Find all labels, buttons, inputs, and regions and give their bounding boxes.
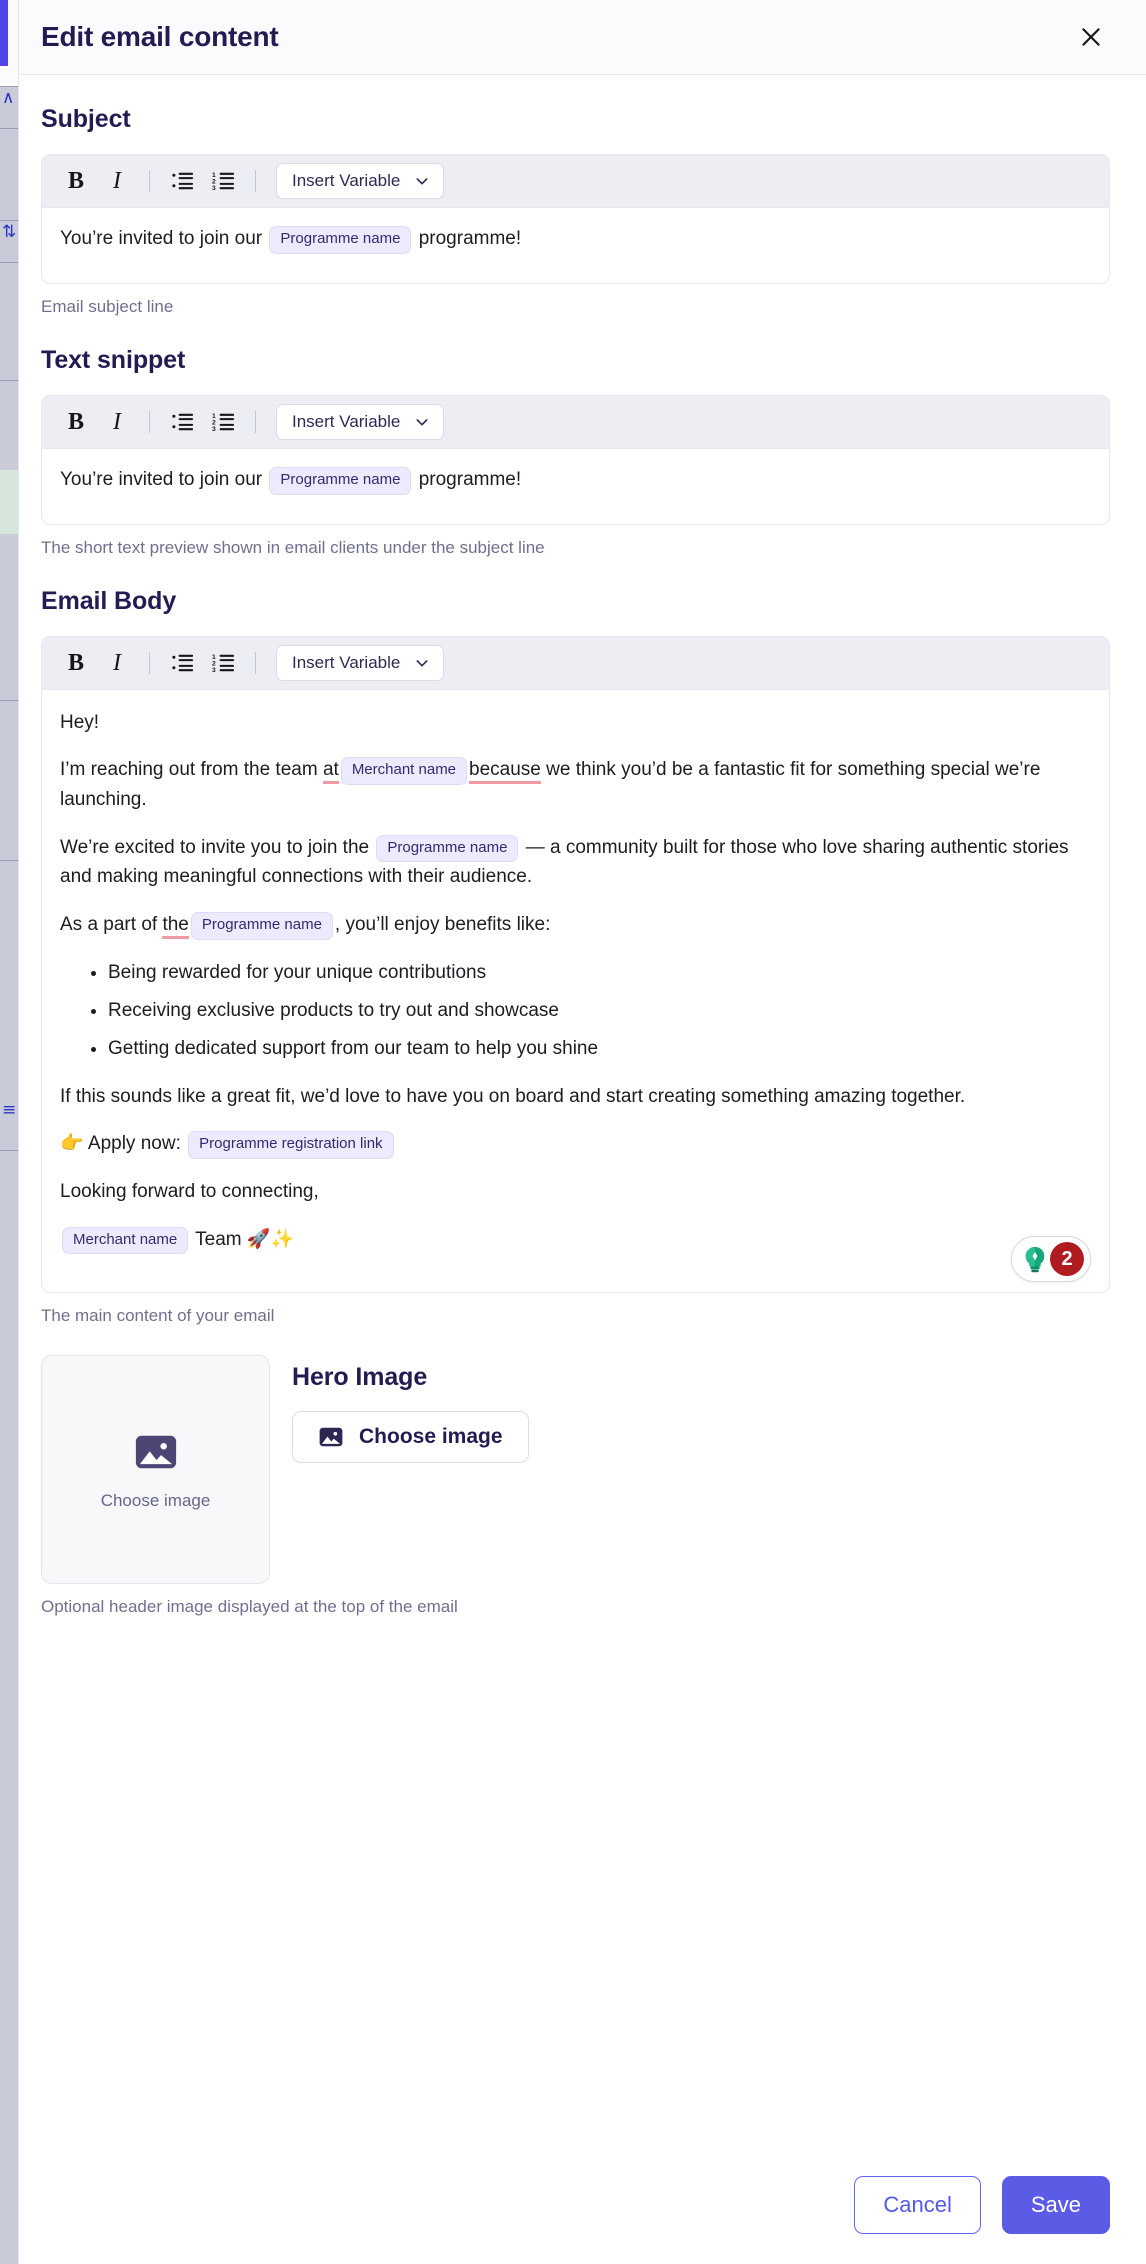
numbered-list-icon[interactable] [205, 163, 241, 199]
svg-text:2: 2 [211, 419, 216, 427]
hero-image-block [41, 1355, 1110, 1617]
subject-text-before: You’re invited to join our [60, 228, 263, 249]
bold-button[interactable]: B [67, 167, 84, 194]
behind-glyph-icon: ⇅ [2, 222, 17, 242]
chevron-down-icon [414, 414, 430, 430]
body-toolbar [42, 637, 1109, 690]
benefits-list [60, 958, 1089, 1064]
body-greeting: Hey! [60, 712, 100, 733]
body-paragraph-intro [60, 755, 1089, 814]
svg-text:3: 3 [211, 666, 216, 673]
behind-divider [0, 1150, 18, 1151]
toolbar-divider [255, 652, 256, 674]
svg-text:3: 3 [211, 425, 216, 432]
body-paragraph-signature [60, 1225, 1089, 1255]
subject-helper-text: Email subject line [41, 297, 174, 316]
body-p2-lead: I’m reaching out from the team [60, 759, 323, 781]
insert-variable-label: Insert Variable [292, 653, 401, 672]
behind-divider [0, 220, 18, 221]
insert-variable-select[interactable] [276, 163, 444, 199]
body-paragraph-closing-pitch: If this sounds like a great fit, we’d love to have you on board and start creating something amazing together. [60, 1085, 966, 1107]
variable-chip-programme-name[interactable]: Programme name [191, 912, 333, 940]
spellcheck-word-at: at [323, 759, 339, 784]
snippet-input[interactable] [42, 449, 1109, 524]
modal-footer [19, 2176, 1146, 2264]
behind-divider [0, 380, 18, 381]
hero-image-title: Hero Image [292, 1363, 428, 1392]
background-page-sliver [0, 0, 18, 2264]
bullet-list-icon[interactable] [164, 404, 200, 440]
toolbar-divider [255, 170, 256, 192]
behind-divider [0, 86, 18, 87]
chevron-down-icon [414, 173, 430, 189]
svg-text:1: 1 [211, 412, 216, 420]
chevron-down-icon [414, 655, 430, 671]
body-input[interactable] [42, 690, 1109, 1292]
choose-image-button[interactable] [292, 1411, 529, 1463]
body-paragraph-invite [60, 833, 1089, 892]
numbered-list-icon[interactable] [205, 404, 241, 440]
subject-text-after: programme! [418, 228, 522, 249]
body-p3-tail: — a community built for those who love sharing authentic stories and making meaningful connections with their audience. [60, 836, 1069, 888]
subject-field-block [41, 105, 1110, 317]
page-title: Edit email content [41, 21, 279, 52]
body-helper-text: The main content of your email [41, 1306, 275, 1326]
body-paragraph-benefits-intro [60, 910, 1089, 940]
hero-helper-text: Optional header image displayed at the top of the email [41, 1597, 458, 1617]
bullet-list-icon[interactable] [164, 645, 200, 681]
insert-variable-label: Insert Variable [292, 412, 401, 431]
body-p2-tail: we think you’d be a fantastic fit for something special we’re launching. [60, 759, 1041, 811]
signature-team-text: Team 🚀✨ [195, 1228, 295, 1250]
body-paragraph-signoff: Looking forward to connecting, [60, 1181, 319, 1203]
behind-highlight [0, 470, 18, 534]
behind-glyph-list: ≡ [2, 1100, 17, 1120]
subject-input[interactable] [42, 208, 1109, 283]
variable-chip-merchant-name[interactable]: Merchant name [341, 757, 467, 785]
svg-text:1: 1 [211, 171, 216, 179]
hero-image-details [292, 1355, 529, 1463]
italic-button[interactable]: I [113, 649, 121, 676]
body-label: Email Body [41, 587, 177, 615]
hero-thumb-label: Choose image [100, 1490, 211, 1510]
list-item: • Being rewarded for your unique contributions [108, 958, 1089, 987]
variable-chip-programme-name[interactable]: Programme name [376, 835, 518, 863]
spellcheck-word-because: because [469, 759, 541, 784]
svg-text:1: 1 [211, 653, 216, 661]
snippet-field-block [41, 346, 1110, 558]
italic-button[interactable]: I [113, 408, 121, 435]
body-p4-lead: As a part of [60, 913, 158, 935]
insert-variable-label: Insert Variable [292, 171, 401, 190]
image-icon [318, 1424, 344, 1450]
choose-image-label: Choose image [359, 1425, 503, 1449]
toolbar-divider [255, 411, 256, 433]
body-p3-lead: We’re excited to invite you to join the [60, 836, 370, 858]
bold-button[interactable]: B [67, 408, 84, 435]
hero-image-row [41, 1355, 1110, 1584]
subject-label: Subject [41, 105, 131, 133]
body-editor[interactable] [41, 636, 1110, 1293]
toolbar-divider [149, 411, 150, 433]
status-badge: 2 [1050, 1242, 1084, 1276]
body-p4-tail: , you’ll enjoy benefits like: [334, 913, 551, 935]
close-icon[interactable] [1072, 18, 1110, 56]
behind-divider [0, 262, 18, 263]
grammar-assistant-badge[interactable] [1011, 1236, 1091, 1282]
variable-chip-registration-link[interactable]: Programme registration link [188, 1131, 393, 1159]
edit-email-content-modal [18, 0, 1146, 2264]
svg-text:2: 2 [211, 660, 216, 668]
lightbulb-icon [1020, 1244, 1050, 1274]
variable-chip-programme-name[interactable]: Programme name [269, 467, 411, 495]
toolbar-divider [149, 652, 150, 674]
behind-accent-bar [0, 0, 8, 66]
insert-variable-select[interactable] [276, 404, 444, 440]
italic-button[interactable]: I [113, 167, 121, 194]
svg-text:2: 2 [211, 178, 216, 186]
save-button[interactable]: Save [1002, 2176, 1110, 2234]
cancel-button[interactable]: Cancel [854, 2176, 980, 2234]
body-paragraph-apply [60, 1129, 1089, 1159]
subject-editor[interactable] [41, 154, 1110, 284]
behind-divider [0, 700, 18, 701]
snippet-text-after: programme! [418, 469, 522, 490]
pointing-hand-icon: 👉 [60, 1133, 84, 1155]
hero-image-dropzone[interactable] [41, 1355, 270, 1584]
snippet-toolbar [42, 396, 1109, 449]
insert-variable-select[interactable] [276, 645, 444, 681]
numbered-list-icon[interactable] [205, 645, 241, 681]
modal-body [19, 75, 1146, 2176]
spellcheck-word-the: the [162, 914, 188, 939]
variable-chip-programme-name[interactable]: Programme name [269, 226, 411, 254]
modal-header [19, 0, 1146, 75]
behind-glyph-caret: ∧ [2, 88, 15, 108]
toolbar-divider [149, 170, 150, 192]
snippet-helper-text: The short text preview shown in email clients under the subject line [41, 538, 545, 557]
behind-divider [0, 860, 18, 861]
svg-text:3: 3 [211, 184, 216, 191]
bullet-list-icon[interactable] [164, 163, 200, 199]
snippet-editor[interactable] [41, 395, 1110, 525]
bold-button[interactable]: B [67, 649, 84, 676]
snippet-text-before: You’re invited to join our [60, 469, 263, 490]
variable-chip-merchant-name[interactable]: Merchant name [62, 1227, 188, 1255]
apply-now-label: Apply now: [87, 1133, 181, 1155]
list-item: • Getting dedicated support from our team to help you shine [108, 1034, 1089, 1063]
subject-toolbar [42, 155, 1109, 208]
body-field-block [41, 587, 1110, 1326]
snippet-label: Text snippet [41, 346, 186, 374]
image-icon [133, 1429, 179, 1475]
list-item: • Receiving exclusive products to try out and showcase [108, 996, 1089, 1025]
behind-divider [0, 128, 18, 129]
